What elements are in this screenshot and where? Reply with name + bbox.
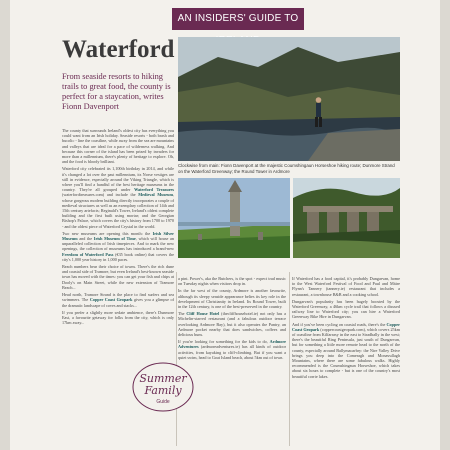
paragraph: Head north, Tramore Strand is the place to find surfers and sea swimmers. The Copper Coast Geopark gives you a glimpse of the dramatic landscape of coves and stacks... <box>62 292 174 308</box>
paragraph: And if you've been cycling on coastal roads, there's the Copper Coast Geopark (coppercoastgeopark.com), which covers 25km of coastline from Kilfarrasy in the east to Stradbally in the west; there's the beautiful Ring Peninsula, just south of Dungarvan, but for something a little more remote head to the north of the county, especially around Ballymacarbry: the Nire Valley Drive brings you deep into the Comeragh and Monavullagh Mountains, where there are some fabulous walks. Highly recommended is the Coumshingaun Horseshoe, which takes about six hours to complete - but is one of the country's most beautiful corrie lakes. <box>292 321 400 379</box>
photo-caption-line1: Clockwise from main: Fionn Davenport at the majestic Coumshingaun Horseshoe hiking route; Dunmore Strand <box>178 163 395 168</box>
paragraph: Beach numbers bear their choice of towns. There's the rich dune and coastal side of Tramore, but even Ireland's best-known seaside town has moved with the times: you can get your fish and chips at Dooly's on Main Street, while the new extension of Tramore Beach... <box>62 264 174 290</box>
column-rule <box>289 272 290 446</box>
main-photo-image <box>178 37 400 161</box>
round-tower-photo <box>178 178 290 258</box>
photo-caption-line2: on the Waterford Greenway; the Round Tower in Ardmore <box>178 169 290 174</box>
summer-family-guide-logo <box>132 362 194 412</box>
standfirst: From seaside resorts to hiking trails to great food, the county is perfect for a staycation, writes Fionn Davenport <box>62 72 171 111</box>
logo-line1: Summer <box>139 372 187 385</box>
main-photo <box>178 37 400 161</box>
column-rule <box>176 272 177 446</box>
logo-badge-icon <box>132 362 194 412</box>
paragraph: The Cliff House Hotel (thecliffhousehotel.ie) not only has a Michelin-starred restaurant (and a fabulous outdoor terrace overlooking Ardmore Bay), but it also operates the Pantry, an Ardmore pocket nearby that does sandwiches, coffees and delicious buns. <box>178 311 286 338</box>
paragraph: Dungarvan's popularity has been hugely boosted by the Waterford Greenway, a 46km cycle trail that follows a disused railway line to Waterford city; you can hire a Waterford Greenway Bike Hire in Dungarvan. <box>292 298 400 320</box>
paragraph: In the far west of the county, Ardmore is another favourite, although its sleepy seaside appearance belies its key role in the development of Christianity in Ireland. Its Round Tower, built in the 12th century, is one of the best-preserved in the country. <box>178 288 286 310</box>
logo-line3: Guide <box>156 399 170 405</box>
logo-line2: Family <box>144 384 182 397</box>
page-edge-left <box>0 0 10 450</box>
paragraph: If you prefer a slightly more sedate ambience, there's Dunmore East, a favourite getaway for folks from the city, which is only 17km away... <box>62 309 174 326</box>
article-column-3 <box>292 276 400 446</box>
paragraph: The county that surrounds Ireland's oldest city has everything you could want from an Irish holiday. Seaside resorts - both brash and bucolic - line the coastline, while away from the sea are mountains and valleys that are ideal for a pace of wilderness walking. And because this corner of the island has been prized by invaders for more than a millennium, there's plenty of heritage to explore. Oh, and the food is bloody brilliant. <box>62 128 174 165</box>
paragraph: If you're looking for something for the kids to do, Ardmore Adventures (ardmoreadventures.ie) has all kinds of outdoor activities, from kayaking to cliff-climbing. But if you want a quiet swim, head to Goat Island beach, about 5km out of town. <box>178 339 286 360</box>
round-tower-image <box>178 178 290 258</box>
paragraph: Two new museums are opening this month: the Irish Silver Museum and the Irish Museum of Time, which will house an unparalleled collection of Irish timepieces. And to mark the new openings, the collection of museums has introduced a brand-new Freedom of Waterford Pass (€35 book online) that covers the city's 1,000 year history in 1,000 paces. <box>62 230 174 262</box>
paragraph: a pint. Power's, aka the Butchers, is the spot - expect trad music on Tuesday nights when visitors drop in. <box>178 276 286 287</box>
page-title: Waterford <box>62 36 175 63</box>
page-edge-right <box>440 0 450 450</box>
paragraph: If Waterford has a food capital, it's probably Dungarvan, home to the West Waterford Festival of Food and Paul and Máire Flynn's Tannery (tannery.ie) restaurant that includes a restaurant, a townhouse B&B and a cooking school. <box>292 276 400 297</box>
paragraph: Waterford city celebrated its 1,100th birthday in 2014, and while it's changed a lot over the past millennium, its Norse vestiges are still in evidence, especially around the Viking Triangle, which is where you'll find a handful of the best heritage museums in the country. They're all grouped under Waterford Treasures (waterfordtreasures.com) and include the Medieval Museum, whose gorgeous modern building directly incorporates a couple of medieval structures as well as an exemplary collection of 14th and 15th century artefacts; Reginald's Tower, Ireland's oldest complete building and the first built using mortar; and the Georgian Bishop's Palace, which covers the city's history from 1700 to 1970 - and the oldest piece of Waterford Crystal in the world. <box>62 166 174 229</box>
greenway-image <box>293 178 400 258</box>
greenway-photo <box>293 178 400 258</box>
section-banner: AN INSIDERS' GUIDE TO <box>172 8 304 30</box>
article-column-2 <box>178 276 286 446</box>
